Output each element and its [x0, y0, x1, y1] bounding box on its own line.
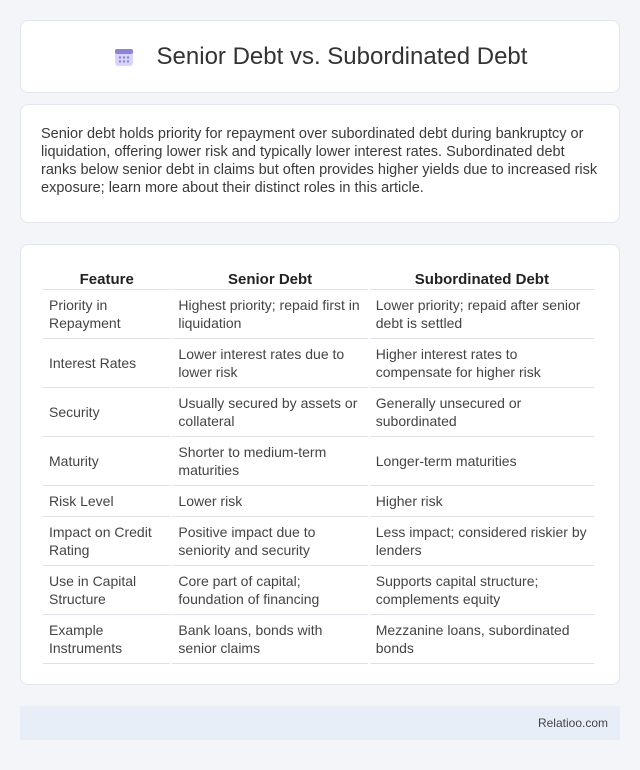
table-row	[43, 388, 594, 437]
table-cell: Lower interest rates due to lower risk	[172, 339, 367, 388]
table-row	[43, 615, 594, 664]
table-cell: Use in Capital Structure	[43, 566, 170, 615]
table-cell: Usually secured by assets or collateral	[172, 388, 367, 437]
table-cell: Risk Level	[43, 486, 170, 517]
column-header: Subordinated Debt	[370, 263, 594, 290]
table-cell: Example Instruments	[43, 615, 170, 664]
table-row	[43, 437, 594, 486]
comparison-card	[20, 244, 620, 685]
table-row	[43, 290, 594, 339]
column-header: Senior Debt	[172, 263, 367, 290]
table-cell: Generally unsecured or subordinated	[370, 388, 594, 437]
column-header: Feature	[43, 263, 170, 290]
table-cell: Lower risk	[172, 486, 367, 517]
comparison-table	[41, 263, 596, 664]
table-cell: Bank loans, bonds with senior claims	[172, 615, 367, 664]
table-cell: Core part of capital; foundation of financing	[172, 566, 367, 615]
footer-brand: Relatioo.com	[537, 716, 608, 730]
table-row	[43, 517, 594, 566]
table-row	[43, 566, 594, 615]
table-cell: Maturity	[43, 437, 170, 486]
table-row	[43, 486, 594, 517]
page-title: Senior Debt vs. Subordinated Debt	[156, 42, 528, 70]
table-cell: Longer-term maturities	[370, 437, 594, 486]
intro-card	[20, 104, 620, 223]
table-cell: Impact on Credit Rating	[43, 517, 170, 566]
table-cell: Security	[43, 388, 170, 437]
table-cell: Less impact; considered riskier by lenders	[370, 517, 594, 566]
footer	[20, 706, 620, 740]
table-row	[43, 339, 594, 388]
table-cell: Shorter to medium-term maturities	[172, 437, 367, 486]
intro-text: Senior debt holds priority for repayment over subordinated debt during bankruptcy or liquidation, offering lower risk and typically lower interest rates. Subordinated debt ranks below senior debt in claims but often provides higher yields due to increased risk exposure; learn more about their distinct roles in this article.	[41, 126, 598, 196]
table-cell: Supports capital structure; complements equity	[370, 566, 594, 615]
table-cell: Priority in Repayment	[43, 290, 170, 339]
table-header-row	[43, 263, 594, 290]
table-cell: Higher interest rates to compensate for higher risk	[370, 339, 594, 388]
table-cell: Interest Rates	[43, 339, 170, 388]
table-cell: Higher risk	[370, 486, 594, 517]
table-cell: Lower priority; repaid after senior debt is settled	[370, 290, 594, 339]
table-cell: Positive impact due to seniority and security	[172, 517, 367, 566]
calendar-icon	[113, 46, 135, 68]
table-cell: Highest priority; repaid first in liquidation	[172, 290, 367, 339]
table-cell: Mezzanine loans, subordinated bonds	[370, 615, 594, 664]
title-card	[20, 20, 620, 93]
